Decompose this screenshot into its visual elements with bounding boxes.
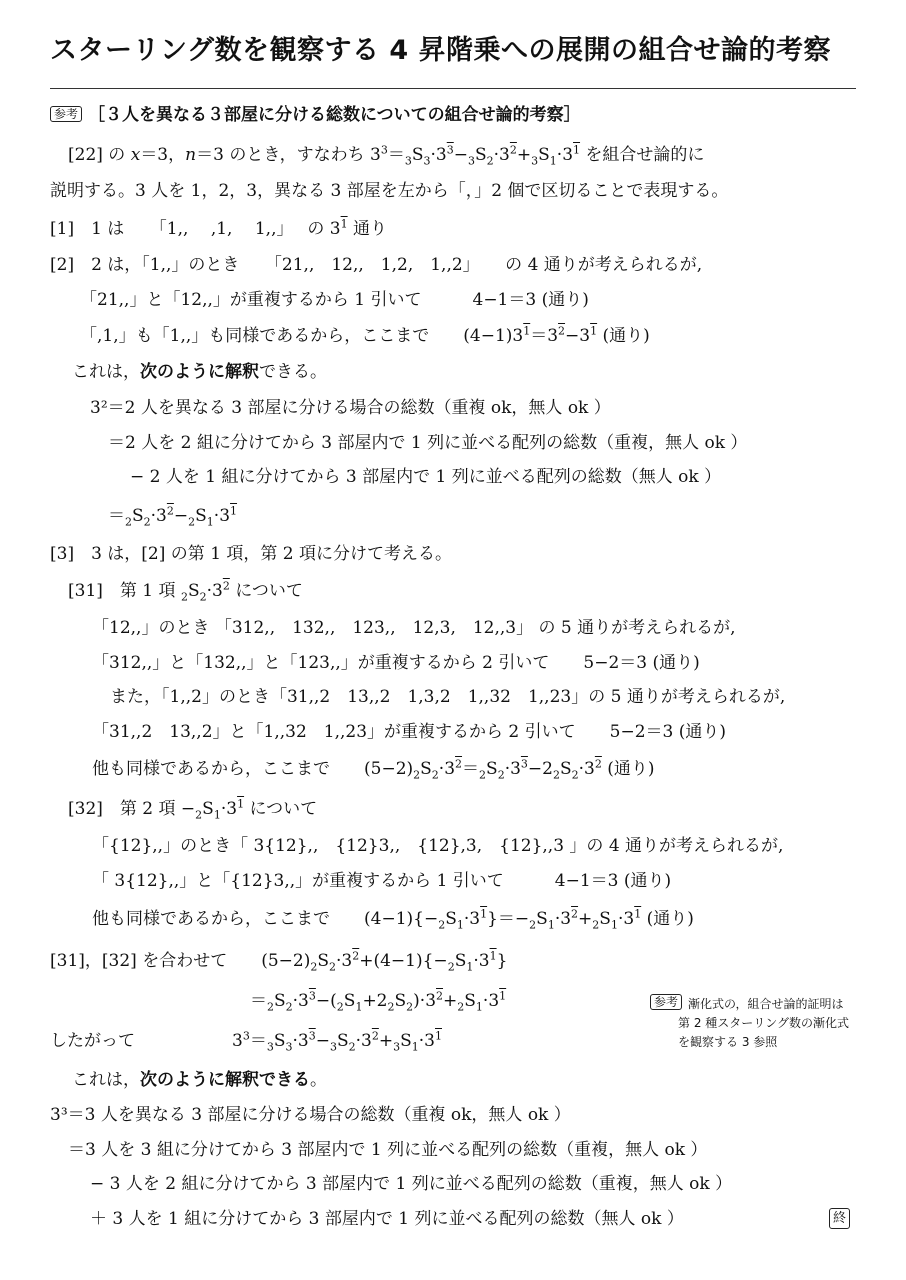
line-19: [32] 第 2 項 $-_2S_1\cdot 3^1$ について: [68, 797, 318, 822]
line-11: $=_2S_2\cdot 3^2-_2S_1\cdot 3^1$: [108, 504, 238, 529]
page-title: スターリング数を観察する 4 昇階乗への展開の組合せ論的考察: [50, 35, 832, 66]
heading-text: ［３人を異なる３部屋に分ける総数についての組合せ論的考察］: [88, 105, 581, 125]
line-21: 「 3{12},,」と「{12}3,,」が重複するから 1 引いて 4−1＝3 (通り): [92, 871, 672, 891]
line-13: [31] 第 1 項 $_2S_2\cdot 3^2$ について: [68, 579, 303, 604]
line-26: これは，次のように解釈できる。: [72, 1070, 327, 1090]
line-28: ＝3 人を 3 組に分けてから 3 部屋内で 1 列に並べる配列の総数（重複，無人 ok ）: [68, 1140, 708, 1160]
sankou-tag: 参考: [50, 106, 82, 122]
line-1: [22] の x＝3，n＝3 のとき，すなわち $3^3=_3S_3\cdot 3^3-_3S_2\cdot 3^2+_3S_1\cdot 3^1$ を組合せ論的に: [68, 143, 705, 168]
line-23: [31]，[32] を合わせて $(5-2)_2S_2\cdot 3^2+(4-1)\{-_2S_1\cdot 3^1\}$: [50, 949, 508, 974]
line-17: 「31,,2 13,,2」と「1,,32 1,,23」が重複するから 2 引いて 5−2＝3 (通り): [92, 722, 727, 742]
note-tag: 参考: [650, 994, 682, 1010]
line-7: これは，次のように解釈できる。: [72, 362, 327, 382]
line-18: 他も同様であるから，ここまで $(5-2)_2S_2\cdot 3^2=_2S_2\cdot 3^3-2_2S_2\cdot 3^2$ (通り): [92, 757, 655, 782]
line-20: 「{12},,」のとき「 3{12},, {12}3,, {12},3, {12},,3 」の 4 通りが考えられるが,: [92, 836, 784, 856]
line-9: ＝2 人を 2 組に分けてから 3 部屋内で 1 列に並べる配列の総数（重複，無人 ok ）: [108, 433, 748, 453]
line-10: − 2 人を 1 組に分けてから 3 部屋内で 1 列に並べる配列の総数（無人 ok ）: [130, 467, 722, 487]
line-14: 「12,,」のとき 「312,, 132,, 123,, 12,3, 12,,3」 の 5 通りが考えられるが,: [92, 618, 736, 638]
line-16: また，「1,,2」のとき「31,,2 13,,2 1,3,2 1,,32 1,,23」の 5 通りが考えられるが,: [110, 687, 786, 707]
line-5: 「21,,」と「12,,」が重複するから 1 引いて 4−1＝3 (通り): [80, 290, 589, 310]
title-divider: [50, 88, 856, 89]
line-4: [2] 2 は，「1,,」のとき 「21,, 12,, 1,2, 1,,2」 の 4 通りが考えられるが,: [50, 255, 703, 275]
line-8: 3²＝2 人を異なる 3 部屋に分ける場合の総数（重複 ok，無人 ok ）: [90, 398, 611, 418]
line-27: 3³＝3 人を異なる 3 部屋に分ける場合の総数（重複 ok，無人 ok ）: [50, 1105, 571, 1125]
line-3: [1] 1 は 「1,, ,1, 1,,」 の $3^1$ 通り: [50, 217, 388, 239]
line-24: $=_2S_2\cdot 3^3-(_2S_1+2_2S_2)\cdot 3^2+_2S_1\cdot 3^1$: [250, 989, 507, 1014]
line-25-label: したがって: [50, 1031, 135, 1051]
line-25: $3^3=_3S_3\cdot 3^3-_3S_2\cdot 3^2+_3S_1\cdot 3^1$: [232, 1029, 442, 1054]
line-29: − 3 人を 2 組に分けてから 3 部屋内で 1 列に並べる配列の総数（重複，無人 ok ）: [90, 1174, 733, 1194]
section-heading: [50, 104, 581, 126]
line-6: 「,1,」も「1,,」も同様であるから，ここまで $(4-1)3^1=3^2-3^1$ (通り): [80, 324, 650, 346]
line-15: 「312,,」と「132,,」と「123,,」が重複するから 2 引いて 5−2＝3 (通り): [92, 653, 700, 673]
line-2: 説明する。3 人を 1，2，3，異なる 3 部屋を左から「，」2 個で区切ることで表現する。: [50, 181, 729, 201]
line-30: ＋ 3 人を 1 組に分けてから 3 部屋内で 1 列に並べる配列の総数（無人 ok ）: [90, 1209, 684, 1229]
reference-note: 参考 漸化式の，組合せ論的証明は 第 2 種スターリング数の漸化式 を観察する 3 参照: [650, 994, 849, 1052]
line-22: 他も同様であるから，ここまで $(4-1)\{-_2S_1\cdot 3^1\}=-_2S_1\cdot 3^2+_2S_1\cdot 3^1$ (通り): [92, 907, 694, 932]
line-12: [3] 3 は，[2] の第 1 項，第 2 項に分けて考える。: [50, 544, 453, 564]
end-mark: 終: [829, 1208, 850, 1229]
